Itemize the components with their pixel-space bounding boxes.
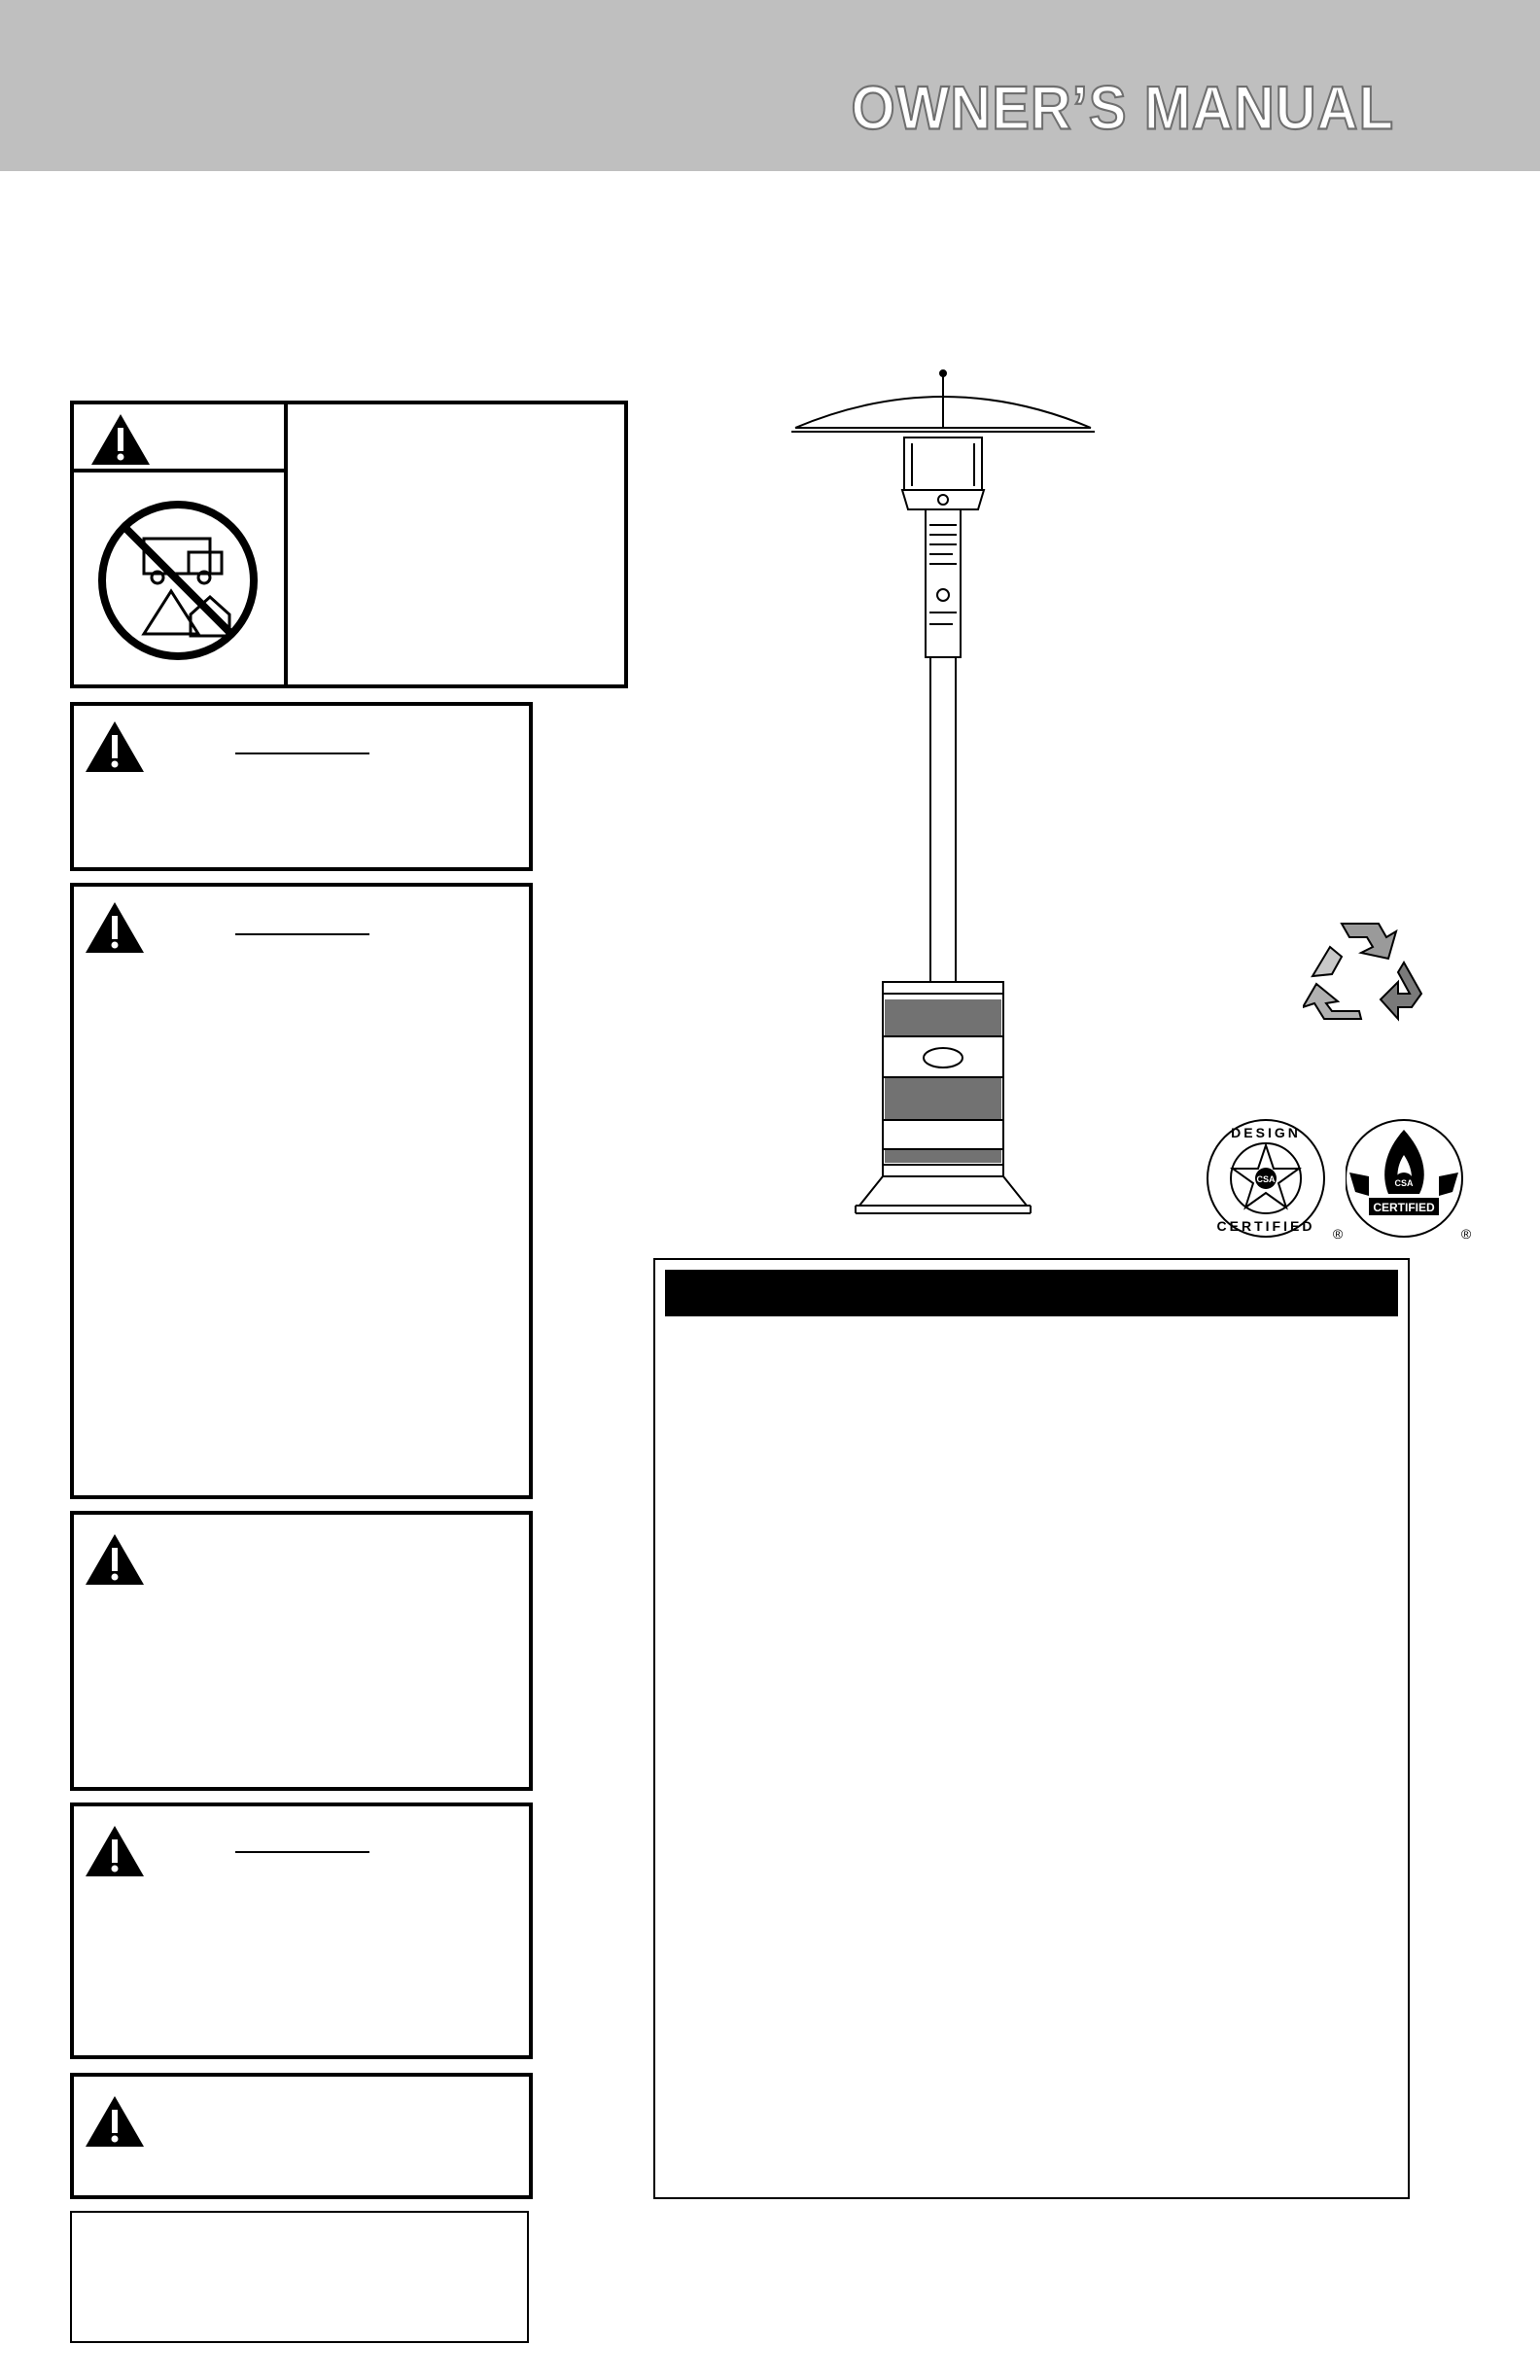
warning-triangle-icon <box>84 900 146 955</box>
recycle-icon <box>1303 914 1429 1031</box>
page-title: OWNER’S MANUAL <box>851 74 1394 143</box>
design-certified-seal <box>1204 1116 1348 1242</box>
warning-triangle-icon <box>84 719 146 774</box>
info-panel-header-bar <box>665 1270 1398 1316</box>
heading-underline <box>235 752 369 754</box>
seal-bottom-text: CERTIFIED <box>1216 1218 1315 1234</box>
warning-triangle-icon <box>84 1532 146 1587</box>
no-indoor-use-icon <box>95 498 261 663</box>
heading-underline <box>235 933 369 935</box>
warning-triangle-icon <box>89 412 152 467</box>
heading-underline <box>235 1851 369 1853</box>
seal-mark: CSA <box>1394 1178 1414 1188</box>
warning-triangle-icon <box>84 2094 146 2149</box>
seal-top-text: DESIGN <box>1231 1125 1301 1140</box>
registered-mark: ® <box>1460 1226 1472 1242</box>
seal-mark: CSA <box>1256 1174 1276 1184</box>
warning-box-5 <box>70 1802 533 2059</box>
warning-triangle-icon <box>84 1824 146 1878</box>
warning-box-6 <box>70 2073 533 2199</box>
info-panel <box>653 1258 1410 2199</box>
patio-heater-illustration <box>788 369 1118 1235</box>
warning-box-divider-horizontal <box>74 469 286 472</box>
notice-box <box>70 2211 529 2343</box>
registered-mark: ® <box>1332 1226 1344 1242</box>
warning-box-2 <box>70 702 533 871</box>
warning-box-3 <box>70 883 533 1499</box>
warning-box-indoor <box>70 401 628 688</box>
warning-box-4 <box>70 1511 533 1791</box>
warning-box-divider-vertical <box>284 404 288 684</box>
certified-label: CERTIFIED <box>1373 1201 1435 1214</box>
certified-flame-seal <box>1346 1116 1472 1242</box>
